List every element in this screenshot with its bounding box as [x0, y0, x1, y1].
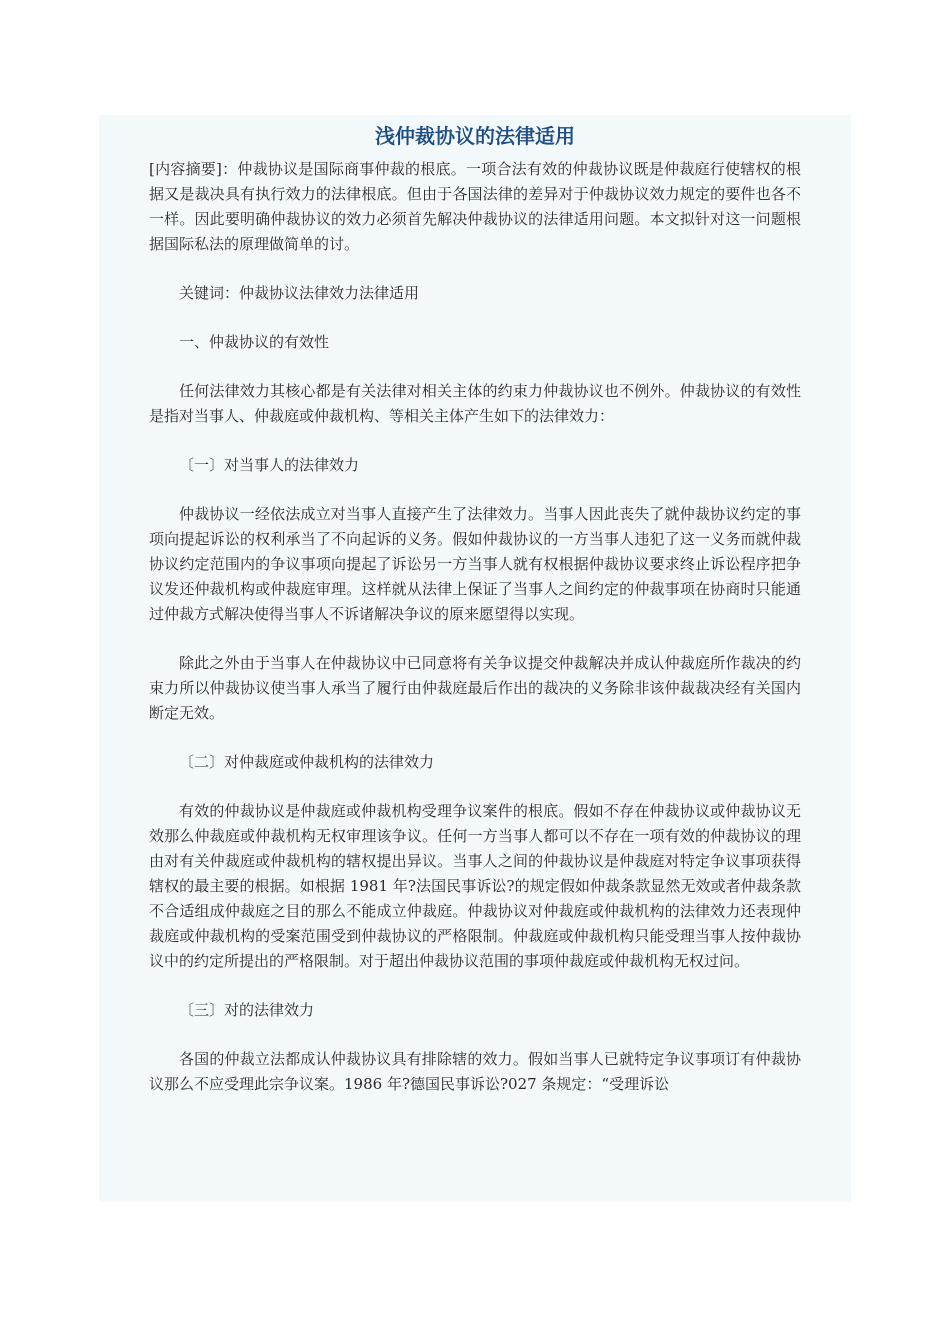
abstract-paragraph: [内容摘要]：仲裁协议是国际商事仲裁的根底。一项合法有效的仲裁协议既是仲裁庭行使辖权的根据又是裁决具有执行效力的法律根底。但由于各国法律的差异对于仲裁协议效力规定的要件也各不一样。因此要明确仲裁协议的效力必须首先解决仲裁协议的法律适用问题。本文拟针对这一问题根据国际私法的原理做简单的讨。 [149, 160, 801, 253]
body-paragraph: 有效的仲裁协议是仲裁庭或仲裁机构受理争议案件的根底。假如不存在仲裁协议或仲裁协议无效那么仲裁庭或仲裁机构无权审理该争议。任何一方当事人都可以不存在一项有效的仲裁协议的理由对有关仲裁庭或仲裁机构的辖权提出异议。当事人之间的仲裁协议是仲裁庭对特定争议事项获得辖权的最主要的根据。如根据 1981 年?法国民事诉讼?的规定假如仲裁条款显然无效或者仲裁条款不合适组成仲裁庭之目的那么不能成立仲裁庭。仲裁协议对仲裁庭或仲裁机构的法律效力还表现仲裁庭或仲裁机构的受案范围受到仲裁协议的严格限制。仲裁庭或仲裁机构只能受理当事人按仲裁协议中的约定所提出的严格限制。对于超出仲裁协议范围的事项仲裁庭或仲裁机构无权过问。 [149, 802, 801, 970]
section-heading: 一、仲裁协议的有效性 [179, 333, 330, 351]
body-paragraph: 各国的仲裁立法都成认仲裁协议具有排除辖的效力。假如当事人已就特定争议事项订有仲裁协议那么不应受理此宗争议案。1986 年?德国民事诉讼?027 条规定：“受理诉讼 [149, 1050, 801, 1093]
body-paragraph: 仲裁协议一经依法成立对当事人直接产生了法律效力。当事人因此丧失了就仲裁协议约定的事项向提起诉讼的权利承当了不向起诉的义务。假如仲裁协议的一方当事人违犯了这一义务而就仲裁协议约定范围内的争议事项向提起了诉讼另一方当事人就有权根据仲裁协议要求终止诉讼程序把争议发还仲裁机构或仲裁庭审理。这样就从法律上保证了当事人之间约定的仲裁事项在协商时只能通过仲裁方式解决使得当事人不诉诸解决争议的原来愿望得以实现。 [149, 505, 801, 623]
subsection-heading: 〔二〕对仲裁庭或仲裁机构的法律效力 [179, 753, 435, 771]
keywords-paragraph: 关键词：仲裁协议法律效力法律适用 [179, 284, 420, 302]
body-paragraph: 任何法律效力其核心都是有关法律对相关主体的约束力仲裁协议也不例外。仲裁协议的有效性是指对当事人、仲裁庭或仲裁机构、等相关主体产生如下的法律效力： [149, 382, 801, 425]
document-body [149, 157, 801, 1121]
document-title: 浅仲裁协议的法律适用 [375, 124, 575, 148]
body-paragraph: 除此之外由于当事人在仲裁协议中已同意将有关争议提交仲裁解决并成认仲裁庭所作裁决的约束力所以仲裁协议使当事人承当了履行由仲裁庭最后作出的裁决的义务除非该仲裁裁决经有关国内断定无效。 [149, 654, 801, 722]
subsection-heading: 〔一〕对当事人的法律效力 [179, 456, 360, 474]
subsection-heading: 〔三〕对的法律效力 [179, 1001, 315, 1019]
